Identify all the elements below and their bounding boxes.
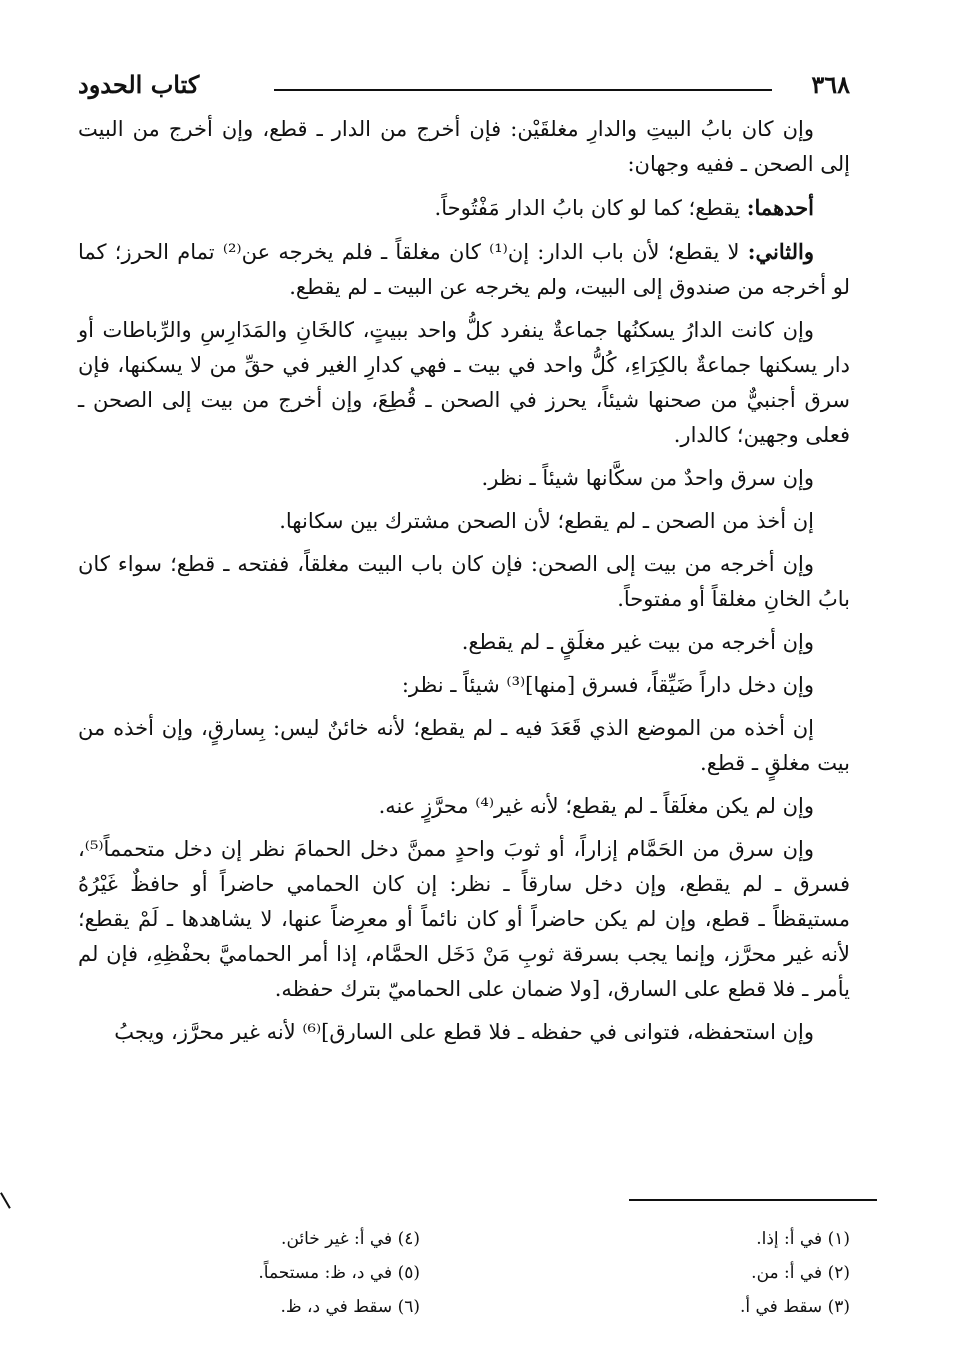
paragraph: وإن دخل داراً ضَيِّقاً، فسرق [منها]⁽³⁾ شيئاً ـ نظر:: [401, 673, 814, 697]
footnotes: [190, 1222, 850, 1322]
footnote: (٦) سقط في د، ظ.: [280, 1297, 420, 1317]
page-number: ٣٦٨: [811, 70, 850, 99]
paragraph: أحدهما: يقطع؛ كما لو كان بابُ الدار مَفْتُوحاً.: [434, 195, 814, 220]
paragraph: وإن لم يكن مغلَقاً ـ لم يقطع؛ لأنه غير⁽⁴⁾ محرَّزٍ عنه.: [378, 794, 814, 818]
header-rule: [274, 89, 772, 91]
paragraph: وإن استحفظه، فتوانى في حفظه ـ فلا قطع على السارق]⁽⁶⁾ لأنه غير محرَّز، ويجبُ: [114, 1020, 814, 1044]
footnote: (١) في أ: إذا.: [756, 1229, 850, 1249]
paragraph: وإن كانت الدارُ يسكنُها جماعةٌ ينفرد كلُّ واحد ببيتٍ، كالخَانِ والمَدَارِسِ والرِّباطات أو دار يسكنها جماعةٌ بالكِرَاءِ، كُلُّ واحد في بيت ـ فهي كدارِ الغير في حقِّ من لا يسكنها، فإن سرق أجنبيٌّ من صحنها شيئاً، يحرز في الصحن ـ قُطِعَ، وإن أخرج من بيت إلى الصحن ـ فعلى وجهين؛ كالدار.: [78, 318, 850, 447]
footnote-column-left: [180, 1222, 420, 1324]
paragraph: إن أخذ من الصحن ـ لم يقطع؛ لأن الصحن مشترك بين سكانها.: [279, 509, 814, 533]
paragraph-lead: أحدهما:: [746, 195, 814, 220]
paragraph: وإن أخرجه من بيت إلى الصحن: فإن كان باب البيت مغلقاً، ففتحه ـ قطع؛ سواء كان بابُ الخانِ مغلقاً أو مفتوحاً.: [78, 552, 850, 611]
paragraph: وإن سرق من الحَمَّام إزاراً، أو ثوبَ واحدٍ ممنَّ دخل الحمامَ نظر إن دخل متحمماً⁽⁵⁾، فسرق ـ لم يقطع، وإن دخل سارقاً ـ نظر: إن كان الحمامي حاضراً أو حافظٌ غَيْرُهُ مستيقظاً ـ قطع، وإن لم يكن حاضراً أو كان نائماً أو معرِضاً عنها، لا يشاهدها ـ لَمْ يقطع؛ لأنه غير محرَّز، وإنما يجب بسرقة ثوبِ مَنْ دَخَل الحمَّام، إذا أمر الحماميَّ بحفْظِهِ، فإن لم يأمر ـ فلا قطع على السارق، [ولا ضمان على الحماميّ بترك حفظه.: [78, 837, 850, 1001]
paragraph: وإن كان بابُ البيتِ والدارِ مغلقَيْن: فإن أخرج من الدار ـ قطع، وإن أخرج من البيت إلى الصحن ـ ففيه وجهان:: [78, 117, 850, 176]
running-title: كتاب الحدود: [78, 70, 200, 99]
page-header: [78, 70, 850, 110]
body-text: [78, 112, 850, 1058]
footnote-column-right: [610, 1222, 850, 1324]
paragraph: والثاني: لا يقطع؛ لأن باب الدار: إن⁽¹⁾ كان مغلقاً ـ فلم يخرجه عن⁽²⁾ تمام الحرز؛ كما لو أخرجه من صندوق إلى البيت، ولم يخرجه عن البيت ـ لم يقطع.: [78, 239, 850, 299]
footnote: (٥) في د، ظ: مستحماً.: [258, 1263, 420, 1283]
footnote: (٢) في أ: من.: [751, 1263, 850, 1283]
paragraph: وإن أخرجه من بيت غير مغلَقٍ ـ لم يقطع.: [461, 630, 814, 654]
footnote: (٤) في أ: غير خائن.: [281, 1229, 420, 1249]
paragraph: وإن سرق واحدٌ من سكَّانها شيئاً ـ نظر.: [481, 466, 814, 490]
scan-edge-mark: [0, 1189, 16, 1209]
footnote: (٣) سقط في أ.: [739, 1297, 850, 1317]
paragraph: إن أخذه من الموضع الذي قَعَدَ فيه ـ لم يقطع؛ لأنه خائنٌ ليس: بِسارقٍ، وإن أخذه من بيت مغلقٍ ـ قطع.: [78, 716, 850, 775]
footnote-rule: [629, 1199, 877, 1201]
paragraph-lead: والثاني:: [747, 239, 814, 264]
